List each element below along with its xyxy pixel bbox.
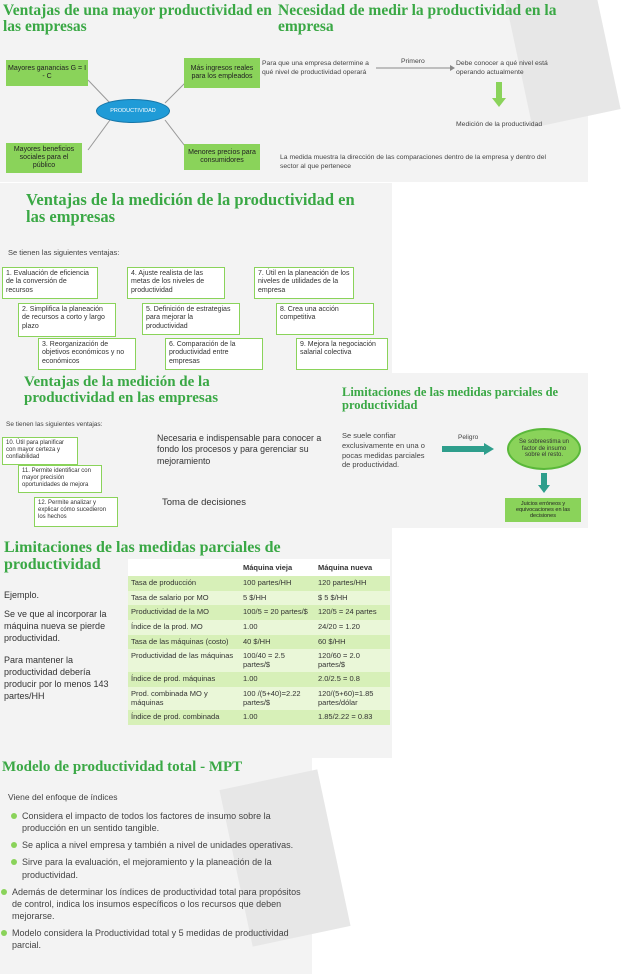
- table-cell: Índice de prod. máquinas: [128, 672, 240, 687]
- table-cell: Índice de prod. combinada: [128, 710, 240, 725]
- ellipse-label: Se sobreestima un factor de insumo sobre el resto.: [518, 438, 570, 459]
- list-item: [0, 886, 308, 922]
- list-item-text: Modelo considera la Productividad total y 5 medidas de productividad parcial.: [12, 928, 289, 951]
- table-cell: 100 partes/HH: [240, 576, 315, 591]
- arrow-right-icon: [376, 64, 456, 72]
- text-footer: La medida muestra la dirección de las comparaciones dentro de la empresa y dentro del sector al que pertenece: [280, 154, 546, 170]
- table-row: [128, 710, 390, 725]
- slide-title: Ventajas de la medición de la productividad en las empresas: [26, 190, 355, 227]
- text-mantener: Para mantener la productividad debería producir por lo menos 143 partes/HH: [4, 655, 109, 702]
- productivity-table: [128, 559, 390, 725]
- table-cell: 1.00: [240, 672, 315, 687]
- slide-title: Limitaciones de las medidas parciales de productividad: [4, 539, 281, 573]
- list-item-text: Se aplica a nivel empresa y también a nivel de unidades operativas.: [22, 840, 294, 851]
- text-se-ve: Se ve que al incorporar la máquina nueva se pierde productividad.: [4, 609, 107, 644]
- list-item: [0, 927, 308, 951]
- ventaja-item-10: 10. Útil para planificar con mayor certeza y confiabilidad: [2, 437, 78, 465]
- text-medicion: Medición de la productividad: [456, 121, 543, 128]
- table-row: [128, 576, 390, 591]
- table-header: Máquina vieja: [240, 559, 315, 576]
- ventaja-item-7: 7. Útil en la planeación de los niveles de utilidades de la empresa: [254, 267, 354, 299]
- table-cell: $ 5 $/HH: [318, 592, 348, 602]
- ventaja-item-12: 12. Permite analizar y explicar cómo sucedieron los hechos: [34, 497, 118, 527]
- slide-necesidad-medir: [262, 0, 588, 182]
- table-header: [128, 559, 240, 576]
- ellipse-sobreestima: [507, 428, 581, 470]
- table-cell: Índice de la prod. MO: [131, 621, 203, 631]
- bullet-icon: [1, 930, 7, 936]
- table-cell: 24/20 = 1.20: [318, 621, 360, 631]
- text-debe-conocer: Debe conocer a qué nivel está operando actualmente: [456, 60, 548, 76]
- text-para-que: Para que una empresa determine a qué nivel de productividad operará: [262, 60, 369, 76]
- table-cell: 120/60 = 2.0 partes/$: [318, 651, 360, 669]
- bullet-icon: [11, 813, 17, 819]
- box-juicios-erroneos: Juicios erróneos y equivocaciones en las decisiones: [505, 498, 581, 522]
- text-ejemplo: Ejemplo.: [4, 590, 40, 600]
- slide-title: Ventajas de la medición de la productividad en las empresas: [24, 374, 219, 406]
- arrow-label-primero: Primero: [401, 58, 425, 65]
- text-necesaria: Necesaria e indispensable para conocer a fondo los procesos y para gerenciar su mejoramiento: [157, 433, 322, 466]
- box-mas-ingresos: Más ingresos reales para los empleados: [184, 58, 260, 88]
- list-item-text: Considera el impacto de todos los factores de insumo sobre la producción en un sentido tangible.: [22, 811, 271, 834]
- table-row: [128, 672, 390, 687]
- list-item: [8, 810, 308, 834]
- table-header: Máquina nueva: [315, 559, 390, 576]
- ventaja-item-2: 2. Simplifica la planeación de recursos a corto y largo plazo: [18, 303, 116, 337]
- text-toma-decisiones: Toma de decisiones: [162, 497, 246, 508]
- box-mayores-ganancias: Mayores ganancias G = I - C: [6, 60, 88, 86]
- list-item-text: Además de determinar los índices de productividad total para propósitos de control, indica los insumos específicos o los recursos que deben mejorarse.: [12, 886, 301, 921]
- intro-text: Viene del enfoque de índices: [8, 792, 118, 802]
- slide-ventajas-medicion-2: [0, 373, 340, 528]
- table-row: [128, 591, 390, 606]
- ventaja-item-4: 4. Ajuste realista de las metas de los niveles de productividad: [127, 267, 225, 299]
- list-item: [8, 856, 308, 880]
- slide-title: Modelo de productividad total - MPT: [2, 759, 243, 775]
- ellipse-label: PRODUCTIVIDAD: [110, 108, 156, 114]
- ventaja-item-9: 9. Mejora la negociación salarial colectiva: [296, 338, 388, 370]
- table-row: [128, 687, 390, 710]
- table-row: [128, 605, 390, 620]
- table-cell: 60 $/HH: [315, 635, 390, 650]
- mpt-bullet-list: [8, 810, 308, 956]
- table-cell: 5 $/HH: [243, 592, 267, 602]
- table-cell: Tasa de producción: [128, 576, 240, 591]
- table-cell: 120/(5+60)=1.85 partes/dólar: [318, 689, 374, 707]
- list-item: [8, 839, 308, 851]
- table-cell: 120/5 = 24 partes: [315, 605, 390, 620]
- table-cell: 1.00: [243, 621, 258, 631]
- ventaja-item-8: 8. Crea una acción competitiva: [276, 303, 374, 335]
- table-cell: 100/40 = 2.5 partes/$: [243, 651, 285, 669]
- table-cell: 40 $/HH: [240, 635, 315, 650]
- box-menores-precios: Menores precios para consumidores: [184, 144, 260, 170]
- arrow-down-icon: [492, 82, 506, 108]
- table-cell: 2.0/2.5 = 0.8: [315, 672, 390, 687]
- table-cell: Prod. combinada MO y máquinas: [131, 689, 208, 707]
- arrow-right-icon: [442, 443, 494, 455]
- table-cell: 1.00: [240, 710, 315, 725]
- ventaja-item-6: 6. Comparación de la productividad entre empresas: [165, 338, 263, 370]
- table-cell: 100/5 = 20 partes/$: [240, 605, 315, 620]
- slide-ventajas-medicion-1: [0, 183, 392, 373]
- intro-text: Se tienen las siguientes ventajas:: [6, 421, 103, 428]
- box-mayores-beneficios: Mayores beneficios sociales para el público: [6, 143, 82, 173]
- table-header-row: [128, 559, 390, 576]
- table-row: [128, 620, 390, 635]
- arrow-label-peligro: Peligro: [458, 434, 479, 441]
- ventaja-item-1: 1. Evaluación de eficiencia de la conversión de recursos: [2, 267, 98, 299]
- table-cell: 120 partes/HH: [315, 576, 390, 591]
- ellipse-productividad: [96, 99, 170, 123]
- table-row: [128, 635, 390, 650]
- slide-ventajas-productividad: [0, 0, 276, 182]
- table-cell: Tasa de las máquinas (costo): [128, 635, 240, 650]
- bullet-icon: [11, 842, 17, 848]
- ventaja-item-5: 5. Definición de estrategias para mejorar la productividad: [142, 303, 240, 335]
- table-cell: Productividad de las máquinas: [131, 651, 234, 661]
- table-cell: 1.85/2.22 = 0.83: [315, 710, 390, 725]
- ventaja-item-3: 3. Reorganización de objetivos económicos y no económicos: [38, 338, 136, 370]
- table-row: [128, 649, 390, 672]
- slide-limitaciones-1: [340, 373, 588, 528]
- bullet-icon: [1, 889, 7, 895]
- table-cell: 100 /(5+40)=2.22 partes/$: [243, 689, 301, 707]
- list-item-text: Sirve para la evaluación, el mejoramiento y la planeación de la productividad.: [22, 857, 272, 880]
- table-cell: Tasa de salario por MO: [131, 592, 209, 602]
- bullet-icon: [11, 859, 17, 865]
- slide-title: Necesidad de medir la productividad en la empresa: [278, 2, 557, 36]
- arrow-down-icon: [538, 473, 550, 493]
- text-se-suele: Se suele confiar exclusivamente en una o pocas medidas parciales de productividad.: [342, 431, 425, 470]
- ventaja-item-11: 11. Permite identificar con mayor precisión oportunidades de mejora: [18, 465, 102, 493]
- intro-text: Se tienen las siguientes ventajas:: [8, 248, 120, 257]
- slide-title: Limitaciones de las medidas parciales de productividad: [342, 385, 559, 413]
- slide-title: Ventajas de una mayor productividad en las empresas: [3, 2, 272, 36]
- table-cell: Productividad de la MO: [128, 605, 240, 620]
